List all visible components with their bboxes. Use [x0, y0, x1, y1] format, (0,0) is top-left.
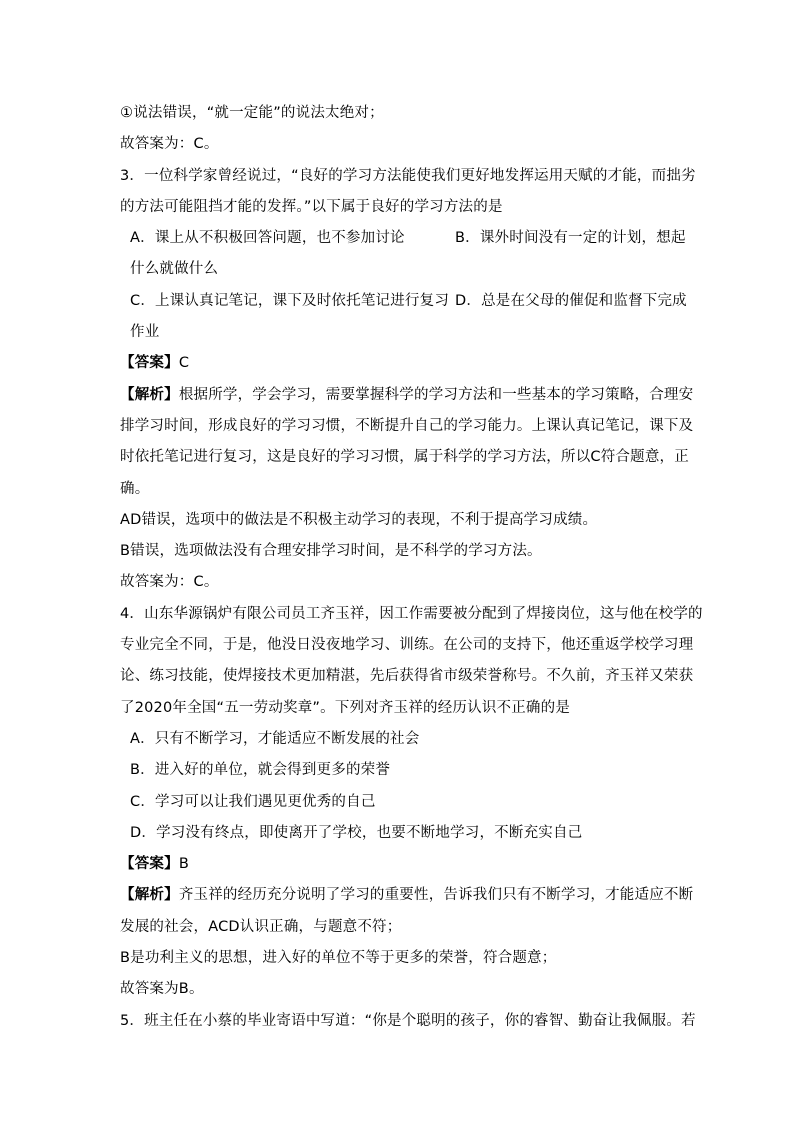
analysis-tag: 【解析】	[120, 386, 179, 403]
q3-analysis-line	[120, 380, 694, 411]
q3-stem-line: 的方法可能阻挡才能的发挥。”以下属于良好的学习方法的是	[120, 198, 503, 215]
q3-analysis-line: 确。	[120, 480, 150, 497]
q4-answer	[120, 849, 680, 880]
q4-stem-line: 4．山东华源锅炉有限公司员工齐玉祥，因工作需要被分配到了焊接岗位，这与他在校学的	[120, 605, 703, 622]
q3-options-row-ab	[120, 223, 686, 254]
q3-stem-line: 3．一位科学家曾经说过，“良好的学习方法能使我们更好地发挥运用天赋的才能，而拙劣	[120, 167, 696, 184]
analysis-text: 齐玉祥的经历充分说明了学习的重要性，告诉我们只有不断学习，才能适应不断	[178, 887, 694, 904]
q3-option-b: B．课外时间没有一定的计划，想起	[455, 230, 686, 247]
q3-option-a: A．课上从不积极回答问题，也不参加讨论	[130, 230, 405, 247]
q4-option-c: C．学习可以让我们遇见更优秀的自己	[130, 793, 376, 810]
q4-analysis-line: 发展的社会，ACD认识正确，与题意不符；	[120, 918, 402, 935]
answer-tag: 【答案】	[120, 856, 179, 873]
analysis-tag: 【解析】	[120, 887, 179, 904]
q3-options-row-cd	[120, 286, 687, 317]
q3-analysis-line: 时依托笔记进行复习，这是良好的学习习惯，属于科学的学习方法，所以C符合题意，正	[120, 449, 689, 466]
answer-value: B	[178, 856, 189, 873]
answer-value: C	[178, 355, 190, 372]
q4-conclusion: 故答案为B。	[120, 981, 204, 998]
q3-option-d: D．总是在父母的催促和监督下完成	[455, 292, 687, 309]
q4-option-d: D．学习没有终点，即使离开了学校，也要不断地学习，不断充实自己	[130, 824, 583, 841]
q3-conclusion: 故答案为：C。	[120, 574, 219, 591]
q4-stem-line: 专业完全不同，于是，他没日没夜地学习、训练。在公司的支持下，他还重返学校学习理	[120, 637, 694, 654]
q3-analysis-line: B错误，选项做法没有合理安排学习时间，是不科学的学习方法。	[120, 543, 542, 560]
q3-answer	[120, 348, 680, 379]
answer-tag: 【答案】	[120, 355, 179, 372]
q2-analysis-line: ①说法错误，“就一定能”的说法太绝对；	[120, 105, 384, 121]
q4-option-a: A．只有不断学习，才能适应不断发展的社会	[130, 730, 420, 747]
q3-analysis-line: 排学习时间，形成良好的学习习惯，不断提升自己的学习能力。上课认真记笔记，课下及	[120, 417, 694, 434]
q4-stem-line: 了2020年全国“五一劳动奖章”。下列对齐玉祥的经历认识不正确的是	[120, 699, 571, 716]
q4-option-b: B．进入好的单位，就会得到更多的荣誉	[130, 762, 391, 779]
q4-stem-line: 论、练习技能，使焊接技术更加精湛，先后获得省市级荣誉称号。不久前，齐玉祥又荣获	[120, 668, 694, 685]
analysis-text: 根据所学，学会学习，需要掌握科学的学习方法和一些基本的学习策略，合理安	[178, 386, 694, 403]
q3-option-d-continued: 作业	[130, 324, 160, 341]
document-page	[120, 98, 703, 1037]
q5-stem-line: 5．班主任在小蔡的毕业寄语中写道：“你是个聪明的孩子，你的睿智、勤奋让我佩服。若	[120, 1012, 696, 1029]
q3-option-b-continued: 什么就做什么	[130, 261, 219, 278]
q3-analysis-line: AD错误，选项中的做法是不积极主动学习的表现，不利于提高学习成绩。	[120, 511, 598, 528]
q4-analysis-line	[120, 880, 694, 911]
q4-analysis-line: B是功利主义的思想，进入好的单位不等于更多的荣誉，符合题意；	[120, 950, 557, 967]
q2-conclusion: 故答案为：C。	[120, 136, 219, 153]
q3-option-c: C．上课认真记笔记，课下及时依托笔记进行复习	[130, 292, 450, 309]
